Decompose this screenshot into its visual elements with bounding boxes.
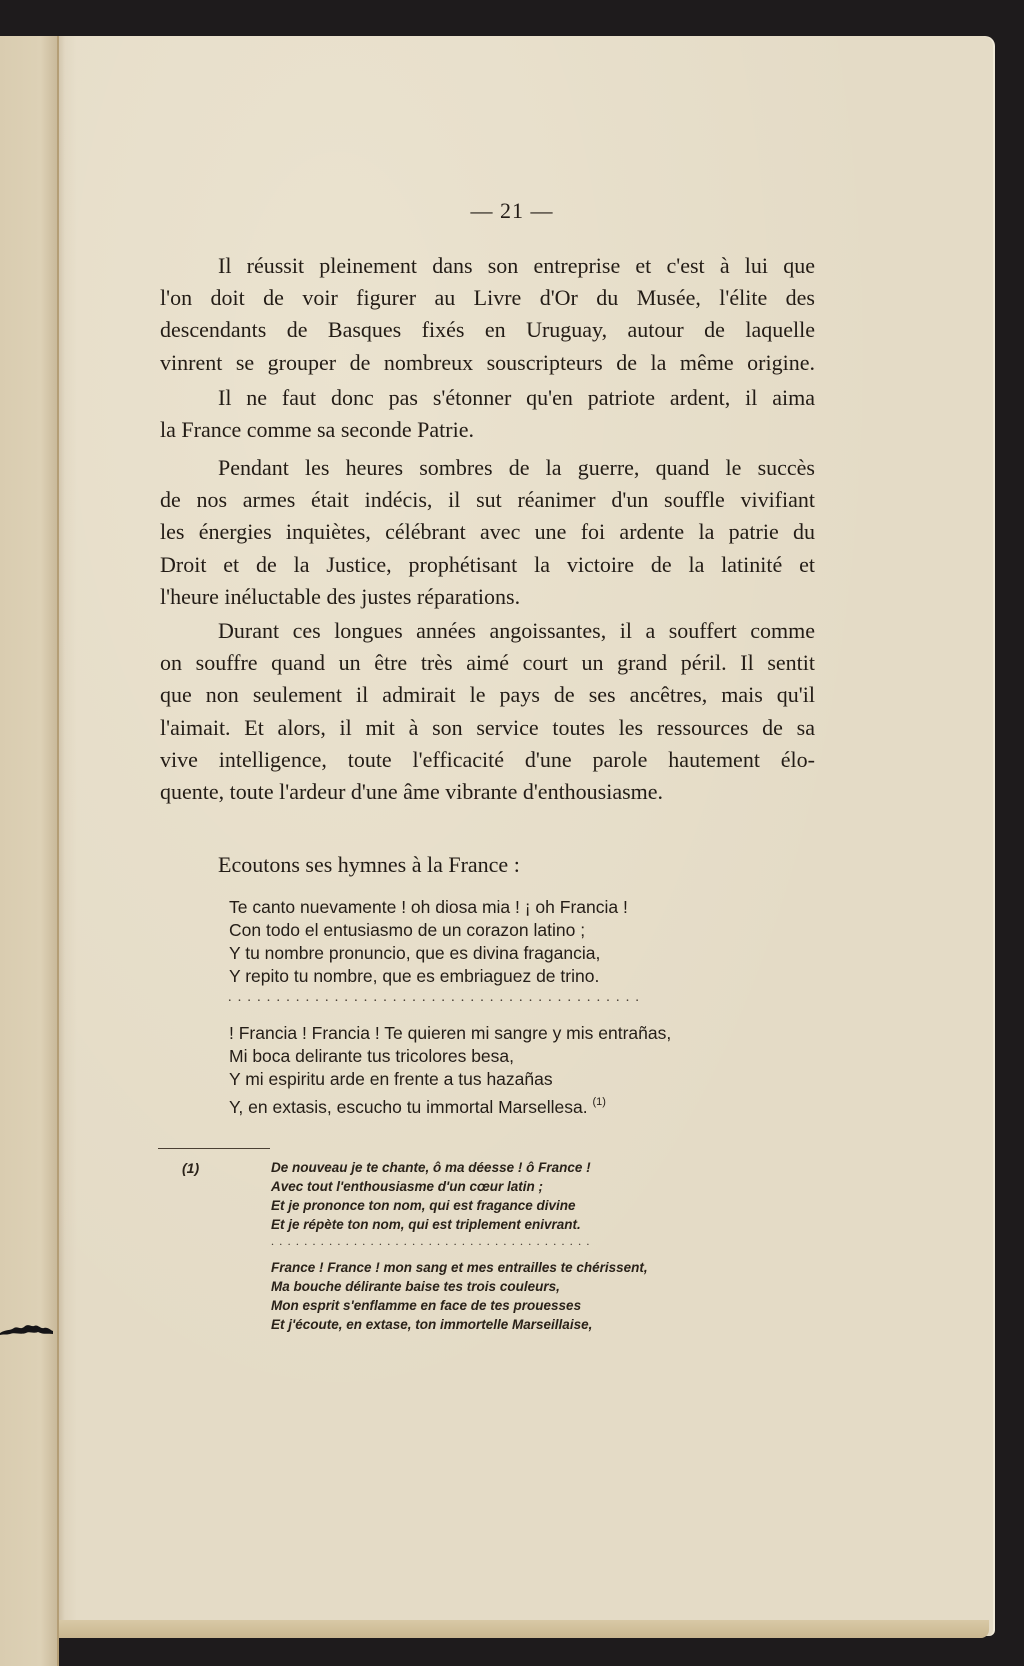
paragraph-2 <box>160 382 815 446</box>
paragraph-line: de nos armes était indécis, il sut réanimer d'un souffle vivifiant <box>160 487 815 513</box>
paragraph-line: Durant ces longues années angoissantes, il a souffert comme <box>218 618 815 643</box>
facing-page-edge <box>0 36 58 1666</box>
paragraph-line: les énergies inquiètes, célébrant avec une foi ardente la patrie du <box>160 519 815 545</box>
verse-line: Te canto nuevamente ! oh diosa mia ! ¡ oh Francia ! <box>229 897 628 917</box>
page-number: — 21 — <box>470 198 554 223</box>
verse-line <box>229 1091 671 1119</box>
footnote-reference: (1) <box>592 1096 606 1108</box>
paragraph-line: l'aimait. Et alors, il mit à son service toutes les ressources de sa <box>160 714 815 740</box>
paragraph-line: Il réussit pleinement dans son entreprise et c'est à lui que <box>218 253 815 278</box>
verse-line: Con todo el entusiasmo de un corazon latino ; <box>229 920 586 940</box>
verse-line: ! Francia ! Francia ! Te quieren mi sangre y mis entrañas, <box>229 1023 672 1043</box>
paragraph-line: l'on doit de voir figurer au Livre d'Or du Musée, l'élite des <box>160 285 815 311</box>
footnote-line: Avec tout l'enthousiasme d'un cœur latin ; <box>271 1179 543 1194</box>
paragraph-line: Droit et de la Justice, prophétisant la victoire de la latinité et <box>160 551 815 577</box>
paragraph-line: vive intelligence, toute l'efficacité d'une parole hautement élo- <box>160 746 815 772</box>
verse-line: Y repito tu nombre, que es embriaguez de trino. <box>229 966 600 986</box>
poem-ellipsis: ........................................... <box>228 990 646 1005</box>
paragraph-3 <box>160 452 815 613</box>
poem-stanza-1 <box>229 896 628 988</box>
footnote-line: De nouveau je te chante, ô ma déesse ! ô France ! <box>271 1160 591 1175</box>
verse-line: Mi boca delirante tus tricolores besa, <box>229 1046 514 1066</box>
footnote-line: Ma bouche délirante baise tes trois couleurs, <box>271 1279 560 1294</box>
verse-line: Y mi espiritu arde en frente a tus hazañas <box>229 1069 553 1089</box>
paragraph-4 <box>160 615 815 808</box>
poem-intro: Ecoutons ses hymnes à la France : <box>218 852 520 877</box>
footnote-marker: (1) <box>182 1160 200 1176</box>
paragraph-line: on souffre quand un être très aimé court un grand péril. Il sentit <box>160 650 815 676</box>
gutter-fold <box>57 36 59 1666</box>
footnote-line: Mon esprit s'enflamme en face de tes prouesses <box>271 1298 582 1313</box>
paragraph-line: descendants de Basques fixés en Uruguay, autour de laquelle <box>160 317 815 343</box>
footnote-ellipsis: ....................................... <box>271 1234 595 1248</box>
page-stack-edge <box>57 1620 989 1638</box>
footnote-stanza-1 <box>271 1158 591 1234</box>
paragraph-line: Il ne faut donc pas s'étonner qu'en patriote ardent, il aima <box>218 385 815 410</box>
footnote-line: Et j'écoute, en extase, ton immortelle Marseillaise, <box>271 1317 593 1332</box>
paragraph-line: vinrent se grouper de nombreux souscripteurs de la même origine. <box>160 349 815 375</box>
poem-stanza-2 <box>229 1022 671 1119</box>
footnote-stanza-2 <box>271 1258 648 1334</box>
verse-line: Y tu nombre pronuncio, que es divina fragancia, <box>229 943 601 963</box>
paragraph-line: que non seulement il admirait le pays de ses ancêtres, mais qu'il <box>160 682 815 708</box>
paragraph-line: Pendant les heures sombres de la guerre, quand le succès <box>218 455 815 480</box>
paragraph-line: quente, toute l'ardeur d'une âme vibrante d'enthousiasme. <box>160 779 664 805</box>
paragraph-line: la France comme sa seconde Patrie. <box>160 417 474 443</box>
footnote-line: Et je répète ton nom, qui est triplement enivrant. <box>271 1217 581 1232</box>
footnote-line: Et je prononce ton nom, qui est fragance divine <box>271 1198 576 1213</box>
paragraph-line: l'heure inéluctable des justes réparations. <box>160 583 521 609</box>
paragraph-1 <box>160 250 815 379</box>
footnote-line: France ! France ! mon sang et mes entrailles te chérissent, <box>271 1260 648 1275</box>
ink-stain-icon <box>0 1318 54 1336</box>
verse-line-text: Y, en extasis, escucho tu immortal Marsellesa. <box>229 1097 588 1117</box>
footnote-separator <box>158 1148 270 1149</box>
